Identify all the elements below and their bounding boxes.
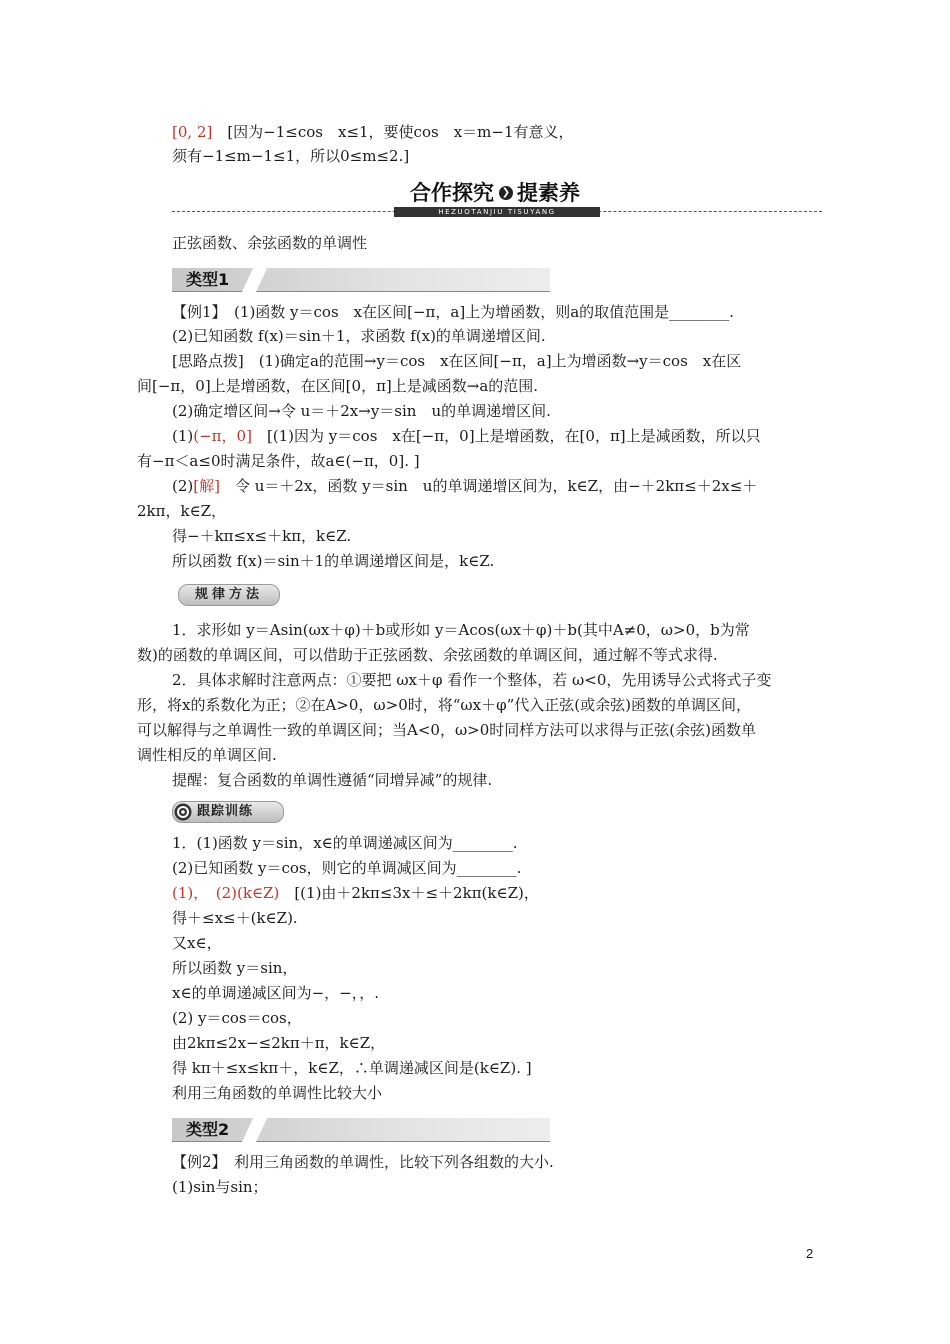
text-line: (1)sin与sin；: [172, 1178, 268, 1196]
banner-pinyin: HEZUOTANJIU TISUYANG: [438, 208, 556, 216]
text-line: 1．(1)函数 y＝sin，x∈的单调递减区间为________.: [172, 834, 518, 852]
practice-label: 跟踪训练: [197, 804, 254, 819]
text-line: 数)的函数的单调区间，可以借助于正弦函数、余弦函数的单调区间，通过解不等式求得.: [137, 646, 718, 664]
type-label: 类型1: [186, 270, 230, 289]
text-line: 【例1】 (1)函数 y＝cos x在区间[−π，a]上为增函数，则a的取值范围是________.: [172, 303, 734, 321]
answer-line: [172, 476, 757, 496]
text-line: 须有−1≤m−1≤1，所以0≤m≤2.]: [172, 147, 410, 165]
solution-label: [解]: [193, 477, 220, 495]
method-label: 规律方法: [195, 587, 264, 602]
text-line: (2)已知函数 f(x)＝sin＋1，求函数 f(x)的单调递增区间.: [172, 327, 546, 345]
banner-title-right: 提素养: [517, 181, 580, 205]
text-line: 【例2】 利用三角函数的单调性，比较下列各组数的大小.: [172, 1153, 554, 1171]
text-line: 得−＋kπ≤x≤＋kπ，k∈Z.: [172, 527, 352, 545]
section-heading: 利用三角函数的单调性比较大小: [172, 1084, 383, 1102]
text-line: 由2kπ≤2x−≤2kπ＋π，k∈Z，: [172, 1034, 386, 1052]
answer-red: (2)(k∈Z): [200, 884, 280, 902]
text-line: 所以函数 y＝sin，: [172, 959, 298, 977]
text-line: (2)确定增区间→令 u＝＋2x→y＝sin u的单调递增区间.: [172, 402, 551, 420]
text-line: (2) y＝cos＝cos，: [172, 1009, 302, 1027]
answer-line: [172, 122, 574, 142]
type-heading-1: [172, 268, 550, 292]
answer-red: (1)，: [172, 884, 201, 902]
text-line: 调性相反的单调区间.: [137, 746, 277, 764]
section-banner: [172, 180, 822, 218]
text-line: 提醒：复合函数的单调性遵循“同增异减”的规律.: [172, 771, 493, 789]
type-heading-2: [172, 1118, 550, 1142]
text-line: 得＋≤x≤＋(k∈Z).: [172, 909, 298, 927]
text-line: 又x∈，: [172, 934, 222, 952]
text-line: 1．求形如 y＝Asin(ωx＋φ)＋b或形如 y＝Acos(ωx＋φ)＋b(其中A≠0，ω>0，b为常: [172, 621, 750, 639]
type-label: 类型2: [186, 1120, 230, 1139]
text: 令 u＝＋2x，函数 y＝sin u的单调递增区间为，k∈Z，由−＋2kπ≤＋2x≤＋: [219, 477, 758, 495]
answer-line: [172, 883, 539, 903]
chevron-icon: ❯: [499, 186, 513, 200]
text: [(1)由＋2kπ≤3x＋≤＋2kπ(k∈Z)，: [279, 884, 539, 902]
text-line: x∈的单调递减区间为−，−，，.: [172, 984, 379, 1002]
text: (2): [172, 477, 194, 495]
section-heading: 正弦函数、余弦函数的单调性: [172, 234, 368, 252]
page-number: 2: [806, 1246, 814, 1261]
answer-red: (−π，0]: [193, 427, 252, 445]
text: (1): [172, 427, 194, 445]
text-line: 形，将x的系数化为正；②在A>0，ω>0时，将“ωx＋φ”代入正弦(或余弦)函数的单调区间，: [137, 696, 751, 714]
text-line: 2．具体求解时注意两点：①要把 ωx＋φ 看作一个整体，若 ω<0，先用诱导公式将式子变: [172, 671, 772, 689]
text-line: 可以解得与之单调性一致的单调区间；当A<0，ω>0时同样方法可以求得与正弦(余弦)函数单: [137, 721, 756, 739]
banner-title-left: 合作探究: [410, 181, 494, 205]
practice-label-pill: [172, 801, 284, 823]
answer-line: [172, 426, 761, 446]
text-line: [思路点拨] (1)确定a的范围→y＝cos x在区间[−π，a]上为增函数→y＝cos x在区: [172, 352, 742, 370]
text-line: 所以函数 f(x)＝sin＋1的单调递增区间是，k∈Z.: [172, 552, 495, 570]
text-line: 有−π＜a≤0时满足条件，故a∈(−π，0]. ]: [137, 452, 420, 470]
target-icon: [174, 803, 192, 821]
text-line: (2)已知函数 y＝cos，则它的单调减区间为________.: [172, 859, 522, 877]
method-label-pill: [178, 584, 280, 606]
text-line: 间[−π，0]上是增函数，在区间[0，π]上是减函数→a的范围.: [137, 377, 539, 395]
type-bar-notch: [242, 1118, 267, 1142]
text-line: 2kπ，k∈Z，: [137, 502, 227, 520]
text: [(1)因为 y＝cos x在[−π，0]上是增函数，在[0，π]上是减函数，所以只: [251, 427, 761, 445]
answer-red: [0, 2]: [172, 123, 213, 141]
text-line: 得 kπ＋≤x≤kπ＋，k∈Z，∴单调递减区间是(k∈Z). ]: [172, 1059, 532, 1077]
answer-text: [因为−1≤cos x≤1，要使cos x＝m−1有意义，: [212, 123, 574, 141]
type-bar-notch: [242, 268, 267, 292]
